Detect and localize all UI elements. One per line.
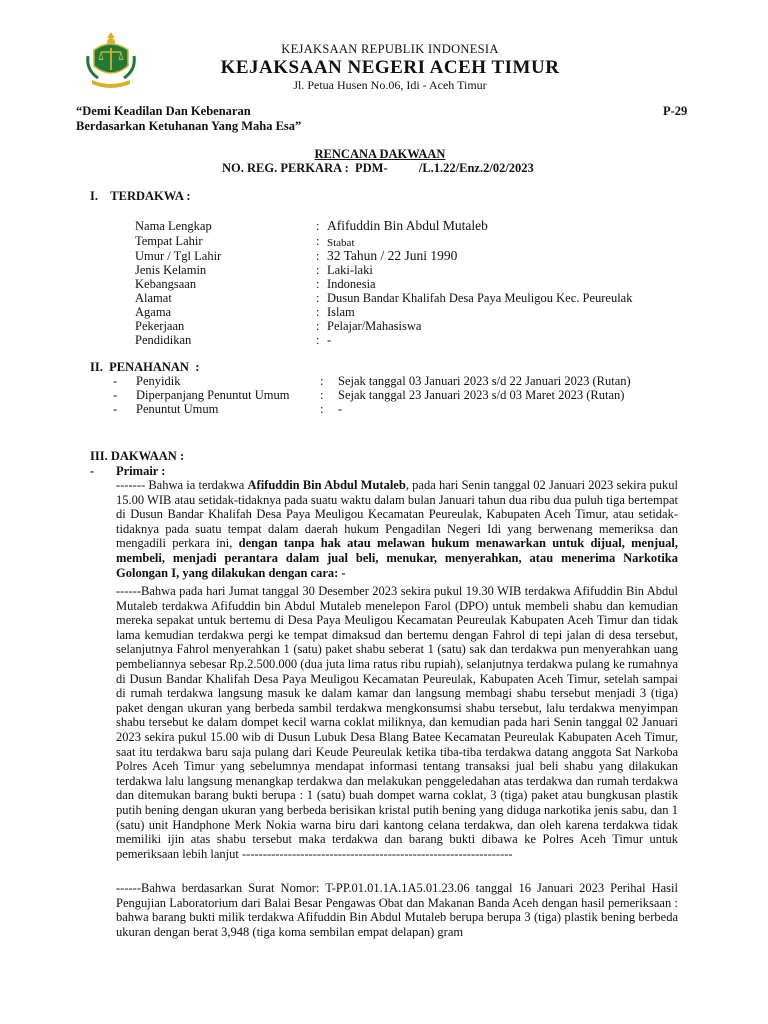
detention-value: Sejak tanggal 03 Januari 2023 s/d 22 Januari 2023 (Rutan) [338,374,631,388]
bullet-dash: - [113,388,118,402]
section-terdakwa-heading: I. TERDAKWA : [90,189,191,203]
field-value: Dusun Bandar Khalifah Desa Paya Meuligou Kec. Peureulak [327,291,633,305]
field-label: Nama Lengkap [135,219,212,233]
field-label: Tempat Lahir [135,234,203,248]
bullet-dash: - [113,402,118,416]
field-value: Laki-laki [327,263,373,277]
institution-header: KEJAKSAAN REPUBLIK INDONESIA [281,42,499,56]
charge-paragraph-2: ------Bahwa pada hari Jumat tanggal 30 Desember 2023 sekira pukul 19.30 WIB terdakwa Afifuddin Bin Abdul Mutaleb terdakwa Afifuddin bin Abdul Mutaleb menelepon Farol (DPO) untuk membeli shabu dan kemudian mereka sepakat untuk bertemu di Desa Paya Meuligou Kecamatan Peureulak Kabupaten Aceh Timur dan tidak lama kemudian terdakwa pergi ke tempat dimaksud dan bertemu dengan Fahrol di tepi jalan di desa tersebut, selanjutnya Fahrol menyerahkan 1 (satu) paket shabu seberat 1 (satu) sak dan terdakwa pun menyerahkan uang pembeliannya sebesar Rp.2.500.000 (dua juta lima ratus ribu rupiah), selanjutnya terdakwa pulang ke rumahnya di Dusun Bandar Khalifah Desa Paya Meuligou Kecamatan Peureulak, Kabupaten Aceh Timur, setelah sampai di rumah terdakwa langsung masuk ke dalam kamar dan langsung membagi shabu tersebut menjadi 3 (tiga) paket dengan ukuran yang berbeda sambil terdakwa mengkonsumsi shabu tersebut, lalu terdakwa menyimpan shabu tersebut ke dalam dompet kecil warna coklat miliknya, dan kemudian pada hari Senin tanggal 02 Januari 2023 sekira pukul 15.00 wib di Dusun Lubuk Desa Blang Batee Kecamatan Peureulak Kabupaten Aceh Timur, saat itu terdakwa baru saja pulang dari Keude Peureulak ketika tiba-tiba terdakwa datang anggota Sat Narkoba Polres Aceh Timur yang sebelumnya mendapat informasi tentang transaksi jual beli shabu yang dilakukan terdakwa lalu langsung menangkap terdakwa dan melakukan penggeledahan atas terdakwa dan rumah terdakwa dan ditemukan barang bukti berupa : 1 (satu) buah dompet warna coklat, 3 (tiga) paket atau bungkusan plastik putih bening dengan ukuran yang berbeda berisikan kristal putih bening yang diduga narkotika jenis sabu, dan 1 (satu) unit Handphone Merk Nokia warna biru dari kantong celana terdakwa, dan oleh karena terdakwa tidak memiliki ijin atas shabu tersebut maka terdakwa dan barang bukti dibawa ke Polres Aceh Timur untuk pemeriksaan lebih lanjut ----------------------------------------------------------------- [116,584,678,861]
field-label: Alamat [135,291,172,305]
field-value: - [327,333,332,347]
detention-value: - [338,402,343,416]
field-value: Afifuddin Bin Abdul Mutaleb [327,218,488,233]
field-colon: : [316,277,320,291]
paragraph-text: , pada hari Senin tanggal 02 Januari 2023 sekira pukul 15.00 WIB atau setidak-tidaknya pada suatu waktu dalam bulan Januari tahun dua ribu dua puluh tiga bertempat di Dusun Bandar Khalifah Desa Paya Meuligou Kecamatan Peureulak, Kabupaten Aceh Timur, atau setidak-tidaknya pada suatu tempat dalam daerah hukum Pengadilan Negeri Idi yang berwenang memeriksa dan mengadili perkara ini, [116,478,679,551]
paragraph-text: ------- Bahwa ia terdakwa [116,478,248,492]
field-label: Pekerjaan [135,319,185,333]
detention-label: Penyidik [136,374,181,388]
field-value: Stabat [327,237,355,249]
bullet-dash: - [113,374,118,388]
field-colon: : [320,388,324,402]
registration-number: NO. REG. PERKARA : PDM- /L.1.22/Enz.2/02/2023 [222,161,534,175]
field-colon: : [320,374,324,388]
detention-label: Penuntut Umum [136,402,219,416]
charge-paragraph-3: ------Bahwa berdasarkan Surat Nomor: T-PP.01.01.1A.1A5.01.23.06 tanggal 16 Januari 2023 Perihal Hasil Pengujian Laboratorium dari Balai Besar Pengawas Obat dan Makanan Banda Aceh dengan hasil pemeriksaan : bahwa barang bukti milik terdakwa Afifuddin Bin Abdul Mutaleb berupa berupa 3 (tiga) plastik bening berbeda ukuran dengan berat 3,948 (tiga koma sembilan empat delapan) gram [116,881,678,939]
bullet-dash: - [90,464,95,478]
charge-paragraph-1 [116,478,678,580]
section-penahanan-heading: II. PENAHANAN : [90,360,200,374]
field-colon: : [320,402,324,416]
field-label: Kebangsaan [135,277,197,291]
field-colon: : [316,263,320,277]
primair-label: Primair : [116,464,166,478]
kejaksaan-logo [84,30,138,90]
field-value: 32 Tahun / 22 Juni 1990 [327,248,458,263]
field-colon: : [316,219,320,233]
detention-label: Diperpanjang Penuntut Umum [136,388,290,402]
field-colon: : [316,291,320,305]
field-colon: : [316,234,320,248]
motto-line-2: Berdasarkan Ketuhanan Yang Maha Esa” [76,119,302,133]
field-colon: : [316,319,320,333]
field-colon: : [316,333,320,347]
detention-value: Sejak tanggal 23 Januari 2023 s/d 03 Maret 2023 (Rutan) [338,388,625,402]
motto-line-1: “Demi Keadilan Dan Kebenaran [76,104,251,118]
charge-clause: dengan tanpa hak atau melawan hukum menawarkan untuk dijual, menjual, membeli, menjadi perantara dalam jual beli, menukar, menyerahkan, atau menerima Narkotika Golongan I, yang dilakukan dengan cara: - [116,536,679,580]
field-label: Agama [135,305,172,319]
field-colon: : [316,249,320,263]
field-label: Umur / Tgl Lahir [135,249,222,263]
document-title: RENCANA DAKWAAN [314,147,446,161]
field-value: Indonesia [327,277,376,291]
field-value: Islam [327,305,355,319]
field-colon: : [316,305,320,319]
office-address: Jl. Petua Husen No.06, Idi - Aceh Timur [293,78,487,92]
section-dakwaan-heading: III. DAKWAAN : [90,449,185,463]
defendant-name: Afifuddin Bin Abdul Mutaleb [247,478,406,492]
field-value: Pelajar/Mahasiswa [327,319,422,333]
field-label: Pendidikan [135,333,192,347]
office-name: KEJAKSAAN NEGERI ACEH TIMUR [220,57,560,78]
field-label: Jenis Kelamin [135,263,207,277]
form-code: P-29 [663,104,688,118]
